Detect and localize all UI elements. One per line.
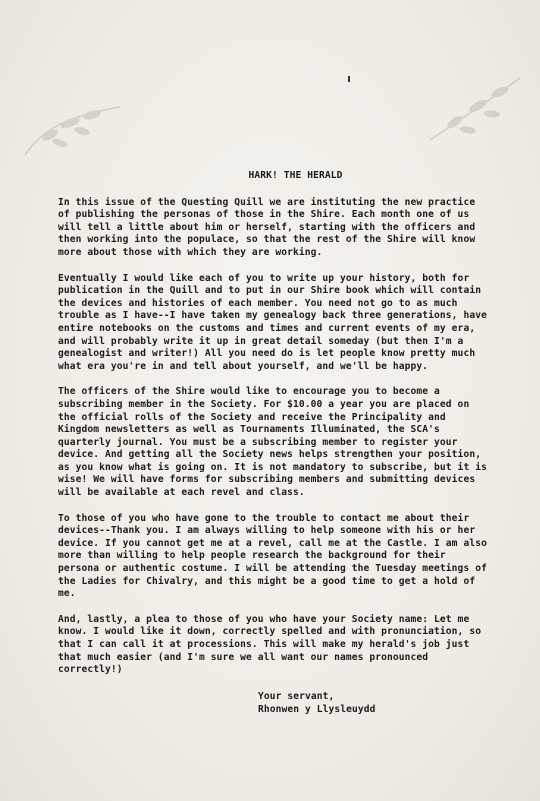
paragraph-3: The officers of the Shire would like to encourage you to become a subscribing member in the Society. For $10.00 a year you are placed on the official rolls of the Society and receive the Principality and Kingdom newsletters as well as Tournaments Illuminated, the SCA's quarterly journal. You must be a subscribing member to register your device. And getting all the Society news helps strengthen your position, as you know what is going on. It is not mandatory to subscribe, but it is wise! We will have forms for subscribing members and submitting devices will be available at each revel and class. [58, 386, 487, 499]
letter-title: HARK! THE HERALD [248, 170, 343, 181]
paragraph-1: In this issue of the Questing Quill we are instituting the new practice of publishing the personas of those in the Shire. Each month one of us will tell a little about him or herself, starting with the officers and then working into the populace, so that the rest of the Shire will know more about those with which they are working. [58, 196, 476, 258]
signature-name: Rhonwen y Llysleuydd [258, 703, 376, 715]
decorative-flourish-right [420, 70, 530, 150]
closing-salutation: Your servant, [258, 690, 335, 702]
decorative-flourish-left [20, 95, 130, 165]
paragraph-2: Eventually I would like each of you to write up your history, both for publication in the Quill and to put in our Shire book which will contain the devices and histories of each member. You need not go to as much trouble as I have--I have taken my genealogy back three generations, have entire notebooks on the customs and times and current events of my era, and will probably write it up in great detail someday (but then I'm a genealogist and writer!) All you need do is let people know pretty much what era you're in and tell about yourself, and we'll be happy. [58, 272, 487, 372]
ink-mark [348, 76, 350, 82]
letter-body [58, 170, 488, 716]
paragraph-4: To those of you who have gone to the trouble to contact me about their devices--Thank you. I am always willing to help someone with his or her device. If you cannot get me at a revel, call me at the Castle. I am also more than willing to help people research the background for their persona or authentic costume. I will be attending the Tuesday meetings of the Ladies for Chivalry, and this might be a good time to get a hold of me. [58, 512, 487, 600]
paragraph-5: And, lastly, a plea to those of you who have your Society name: Let me know. I would like it down, correctly spelled and with pronunciation, so that I can call it at processions. This will make my herald's job just that much easier (and I'm sure we all want our names pronounced correctly!) [58, 613, 482, 676]
letter-closing [58, 690, 488, 716]
